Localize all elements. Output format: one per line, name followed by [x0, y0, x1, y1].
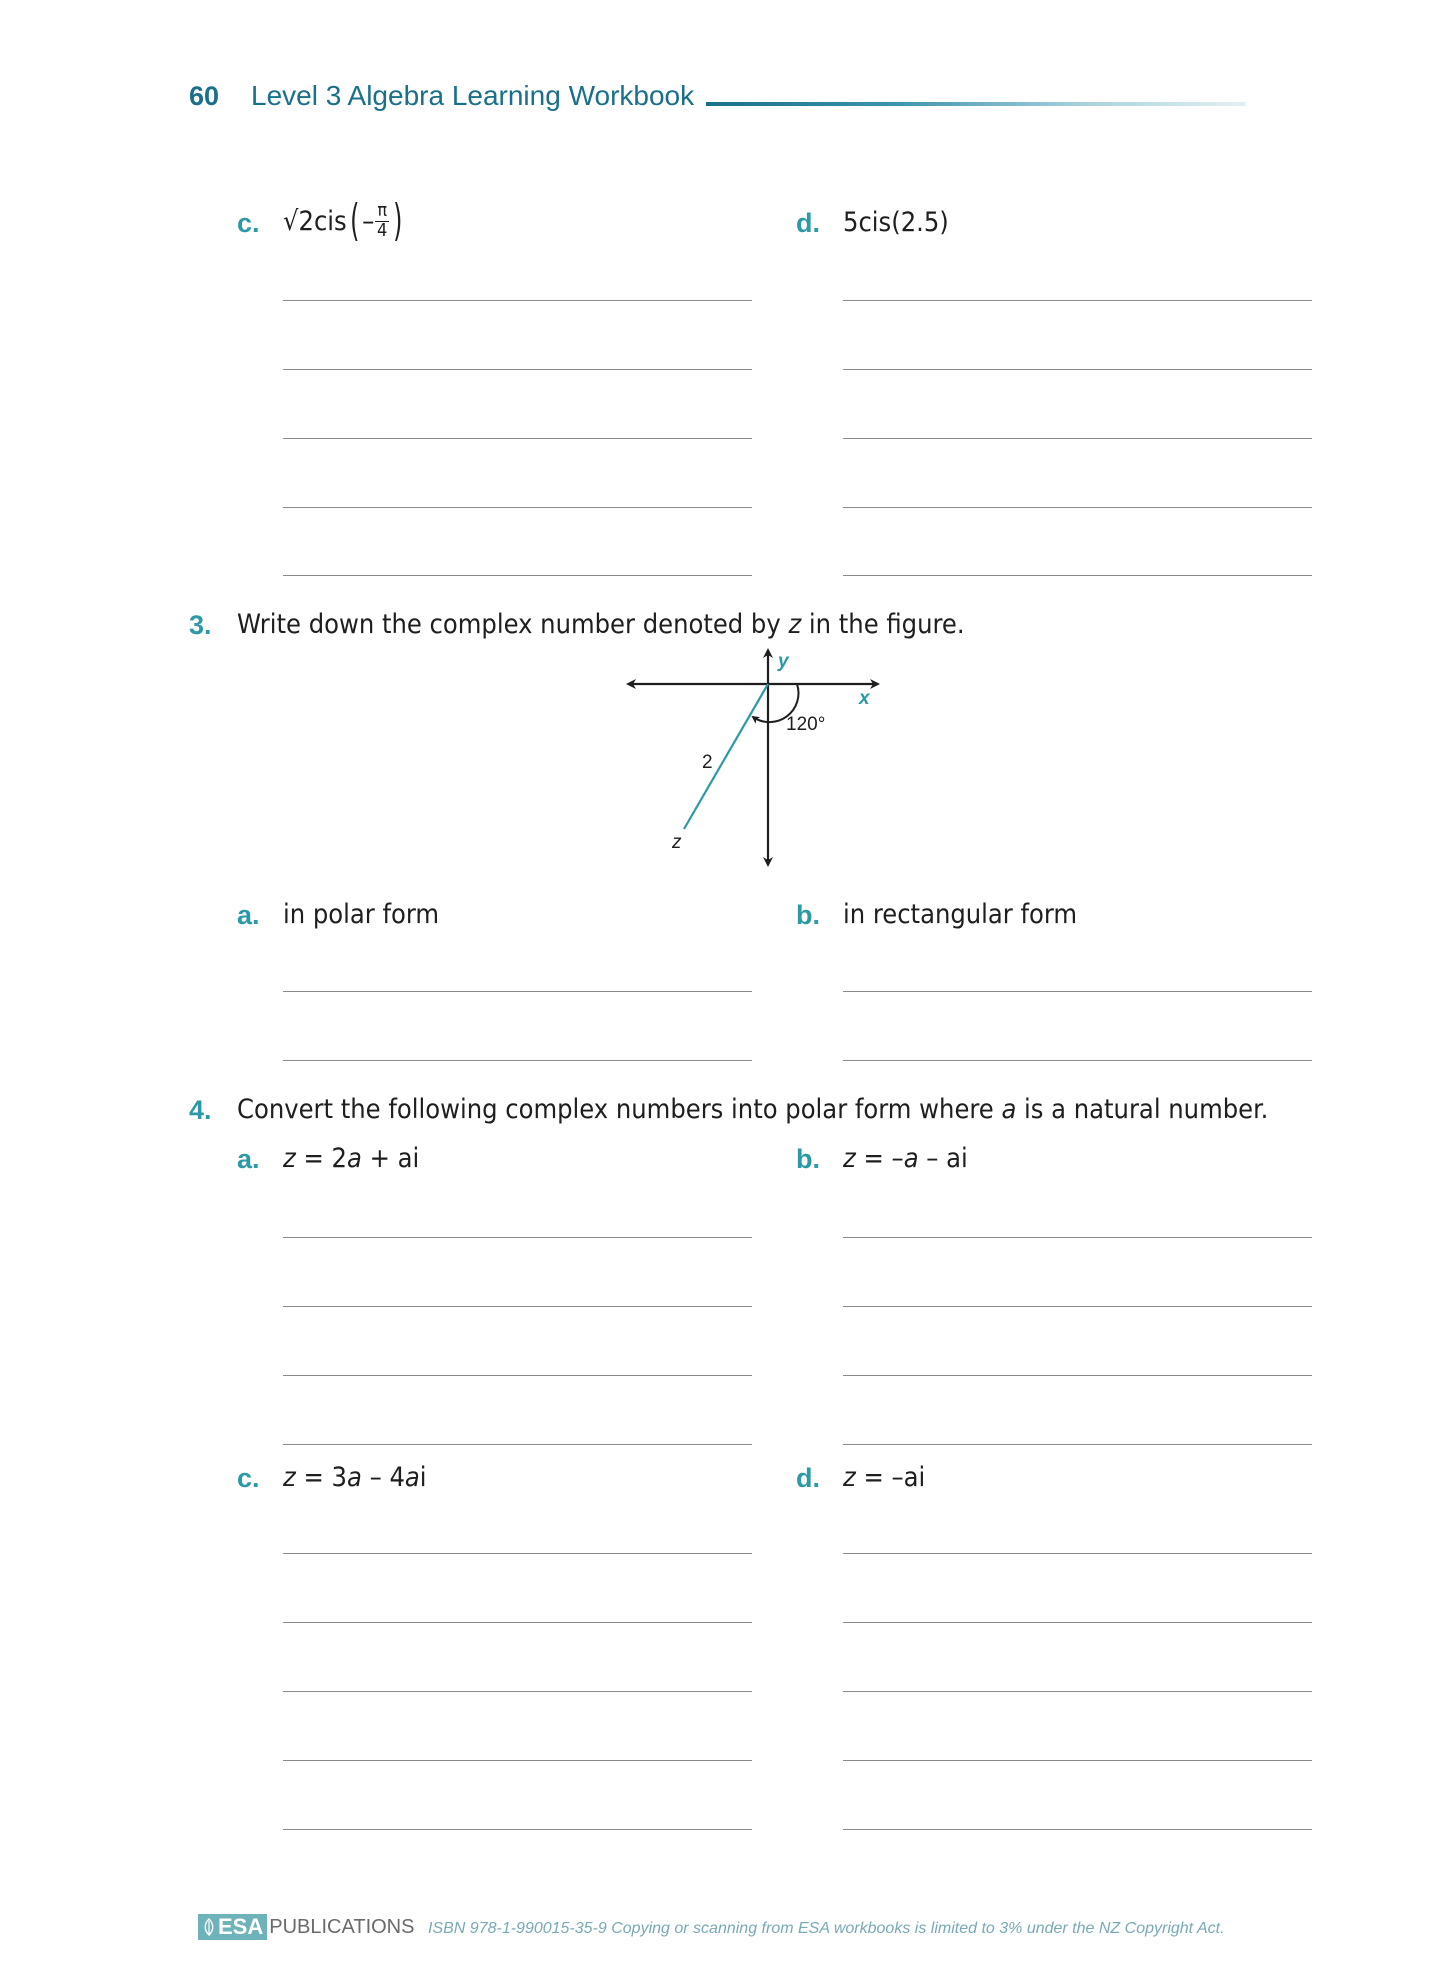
answer-line [283, 1237, 752, 1238]
answer-line [843, 1691, 1312, 1692]
answer-line [843, 369, 1312, 370]
q4-text-before: Convert the following complex numbers into polar form where [237, 1094, 1002, 1125]
q4b-label: b. [796, 1144, 820, 1174]
q4-text-after: is a natural number. [1016, 1094, 1269, 1125]
answer-line [843, 1622, 1312, 1623]
answer-line [283, 1306, 752, 1307]
q2d-label: d. [796, 208, 820, 238]
answer-line [283, 438, 752, 439]
q4-var: a [1001, 1094, 1017, 1125]
q2c-func: cis [313, 205, 347, 237]
q4b-var: a [903, 1143, 919, 1174]
q4c-eq: = 3 [295, 1462, 347, 1493]
answer-line [843, 991, 1312, 992]
x-axis-label: x [859, 688, 870, 709]
q3-text-after: in the figure. [801, 609, 965, 640]
q4b-mid: – ai [918, 1143, 968, 1174]
answer-line [843, 507, 1312, 508]
q4-prompt [237, 1096, 1268, 1123]
answer-line [283, 1060, 752, 1061]
answer-line [283, 507, 752, 508]
angle-label: 120° [786, 714, 826, 735]
answer-line [843, 1760, 1312, 1761]
answer-line [843, 1375, 1312, 1376]
answer-line [283, 300, 752, 301]
q3-prompt [237, 611, 965, 638]
answer-line [843, 1306, 1312, 1307]
q2c-sign: – [362, 205, 375, 237]
answer-line [283, 1691, 752, 1692]
q4d-lhs: z [843, 1462, 856, 1493]
workbook-title: Level 3 Algebra Learning Workbook [251, 80, 695, 111]
z-point-label: z [672, 832, 682, 853]
answer-line [283, 1760, 752, 1761]
q3-text-before: Write down the complex number denoted by [237, 609, 789, 640]
q4d-label: d. [796, 1463, 820, 1493]
answer-line [283, 1622, 752, 1623]
q3a-text: in polar form [283, 899, 440, 930]
q4b-lhs: z [843, 1143, 856, 1174]
q4c-var2: a [404, 1462, 420, 1493]
q4a-var: a [346, 1143, 362, 1174]
answer-line [843, 575, 1312, 576]
q2c-label: c. [237, 208, 260, 238]
answer-line [283, 369, 752, 370]
answer-line [843, 1829, 1312, 1830]
q4c-expression [283, 1464, 427, 1491]
q4-number: 4. [189, 1095, 212, 1125]
argand-figure [620, 645, 900, 870]
q4a-eq: = 2 [295, 1143, 347, 1174]
answer-line [283, 575, 752, 576]
q4a-expression [283, 1145, 419, 1172]
publisher-logo [198, 1914, 414, 1940]
q3b-label: b. [796, 900, 820, 930]
length-label: 2 [702, 752, 713, 773]
esa-logo [198, 1914, 267, 1940]
answer-line [843, 1060, 1312, 1061]
q4a-lhs: z [283, 1143, 296, 1174]
answer-line [843, 1444, 1312, 1445]
q4b-expression [843, 1145, 968, 1172]
leaf-icon [202, 1918, 216, 1936]
q3-number: 3. [189, 610, 212, 640]
q4c-mid: – 4 [361, 1462, 405, 1493]
answer-line [283, 1829, 752, 1830]
q4d-eq: = –ai [855, 1462, 926, 1493]
q4a-label: a. [237, 1144, 260, 1174]
answer-line [283, 1375, 752, 1376]
answer-line [283, 1553, 752, 1554]
z-vector [684, 684, 768, 829]
q4d-expression [843, 1464, 925, 1491]
answer-line [283, 991, 752, 992]
page-number: 60 [189, 81, 220, 111]
q4c-label: c. [237, 1463, 260, 1493]
isbn-copyright: ISBN 978-1-990015-35-9 Copying or scanning from ESA workbooks is limited to 3% under the NZ Copyright Act. [428, 1920, 1225, 1937]
answer-line [283, 1444, 752, 1445]
esa-logo-text: ESA [218, 1914, 264, 1939]
q2c-frac-num: π [377, 199, 388, 221]
q4b-eq: = – [855, 1143, 904, 1174]
answer-line [843, 1553, 1312, 1554]
q4a-mid: + ai [361, 1143, 420, 1174]
q4c-tail: i [419, 1462, 427, 1493]
header-rule [706, 102, 1246, 106]
answer-line [843, 438, 1312, 439]
q2d-expression: 5cis(2.5) [843, 207, 949, 238]
q2c-coef: √2 [283, 205, 314, 237]
q3a-label: a. [237, 900, 260, 930]
q3b-text: in rectangular form [843, 899, 1078, 930]
q2c-expression: √2 cis ( – $\frac{\pi}{4}$ ) [283, 195, 403, 246]
q4c-var: a [346, 1462, 362, 1493]
answer-line [843, 1237, 1312, 1238]
answer-line [843, 300, 1312, 301]
y-axis-label: y [778, 651, 789, 672]
q4c-lhs: z [283, 1462, 296, 1493]
publisher-name: PUBLICATIONS [269, 1915, 415, 1938]
q2c-frac-den: 4 [377, 219, 388, 241]
q3-var: z [788, 609, 802, 640]
